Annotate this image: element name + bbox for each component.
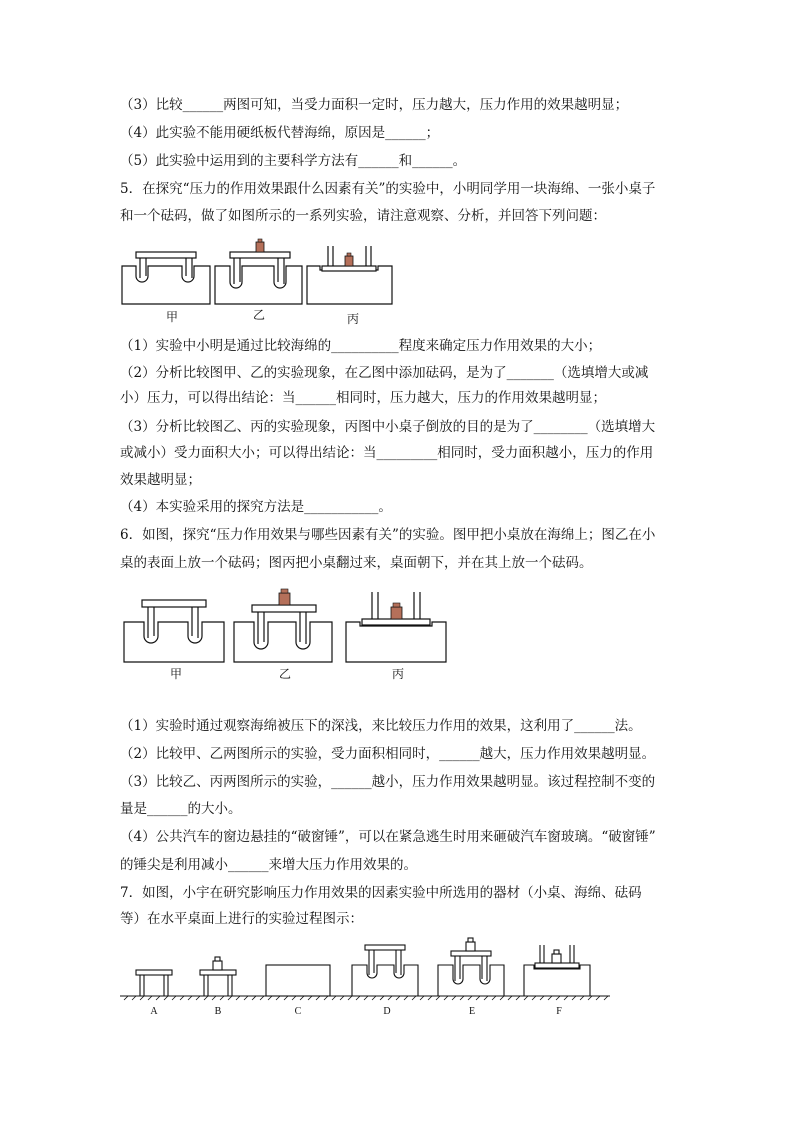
q6-figure-label-yi: 乙 — [278, 667, 291, 681]
q6-item-1: （1）实验时通过观察海绵被压下的深浅，来比较压力作用的效果，这利用了______法。 — [120, 718, 642, 734]
q6-stem-line-1: 6．如图，探究“压力作用效果与哪些因素有关”的实验。图甲把小桌放在海绵上；图乙在小 — [120, 527, 656, 543]
q5-item-2-line-2: 小）压力，可以得出结论：当______相同时，压力越大，压力的作用效果越明显； — [120, 390, 606, 406]
q7-figure-label-d: D — [383, 1006, 391, 1017]
q5-item-4: （4）本实验采用的探究方法是___________。 — [120, 499, 392, 515]
q6-item-3-line-1: （3）比较乙、丙两图所示的实验，______越小，压力作用效果越明显。该过程控制不变的 — [120, 774, 656, 790]
q6-figure — [120, 584, 450, 666]
q7-figure-label-b: B — [214, 1006, 222, 1017]
q7-stem-line-2: 等）在水平桌面上进行的实验过程图示： — [120, 911, 363, 927]
q4-item-3: （3）比较______两图可知，当受力面积一定时，压力越大，压力作用的效果越明显； — [120, 97, 629, 113]
q7-figure-label-f: F — [556, 1006, 562, 1017]
q4-item-4: （4）此实验不能用硬纸板代替海绵，原因是______； — [120, 125, 440, 141]
q6-item-4-line-2: 的锤尖是利用减小______来增大压力作用效果的。 — [120, 857, 417, 873]
q7-stem-line-1: 7．如图，小宇在研究影响压力作用效果的因素实验中所选用的器材（小桌、海绵、砝码 — [120, 885, 642, 901]
q6-stem-line-2: 桌的表面上放一个砝码；图丙把小桌翻过来，桌面朝下，并在其上放一个砝码。 — [120, 555, 593, 571]
q7-figure-label-e: E — [468, 1006, 476, 1017]
q5-stem-line-1: 5．在探究“压力的作用效果跟什么因素有关”的实验中，小明同学用一块海绵、一张小桌子 — [120, 181, 656, 197]
q7-figure-label-a: A — [150, 1006, 158, 1017]
q5-item-2-line-1: （2）分析比较图甲、乙的实验现象，在乙图中添加砝码，是为了_______（选填增大或减 — [120, 365, 649, 381]
q6-figure-label-bing: 丙 — [391, 667, 404, 681]
q6-item-3-line-2: 量是______的大小。 — [120, 801, 242, 817]
q6-item-2: （2）比较甲、乙两图所示的实验，受力面积相同时，______越大，压力作用效果越明显。 — [120, 746, 656, 762]
q6-figure-label-jia: 甲 — [169, 667, 182, 681]
q5-item-3-line-1: （3）分析比较图乙、丙的实验现象，丙图中小桌子倒放的目的是为了________（选填增大 — [120, 419, 656, 435]
q5-item-1: （1）实验中小明是通过比较海绵的__________程度来确定压力作用效果的大小； — [120, 338, 602, 354]
q7-figure — [120, 935, 612, 1007]
q5-item-3-line-2: 或减小）受力面积大小；可以得出结论：当_________相同时，受力面积越小，压力的作用 — [120, 445, 654, 461]
q5-item-3-line-3: 效果越明显； — [120, 472, 201, 488]
q5-stem-line-2: 和一个砝码，做了如图所示的一系列实验，请注意观察、分析，并回答下列问题： — [120, 208, 606, 224]
q4-item-5: （5）此实验中运用到的主要科学方法有______和______。 — [120, 153, 467, 169]
q5-figure-label-yi: 乙 — [252, 308, 265, 322]
q7-figure-label-c: C — [294, 1006, 302, 1017]
q5-figure — [120, 238, 405, 308]
q5-figure-label-bing: 丙 — [346, 312, 359, 326]
q6-item-4-line-1: （4）公共汽车的窗边悬挂的“破窗锤”，可以在紧急逃生时用来砸破汽车窗玻璃。“破窗锤” — [120, 829, 656, 845]
q5-figure-label-jia: 甲 — [165, 310, 178, 324]
